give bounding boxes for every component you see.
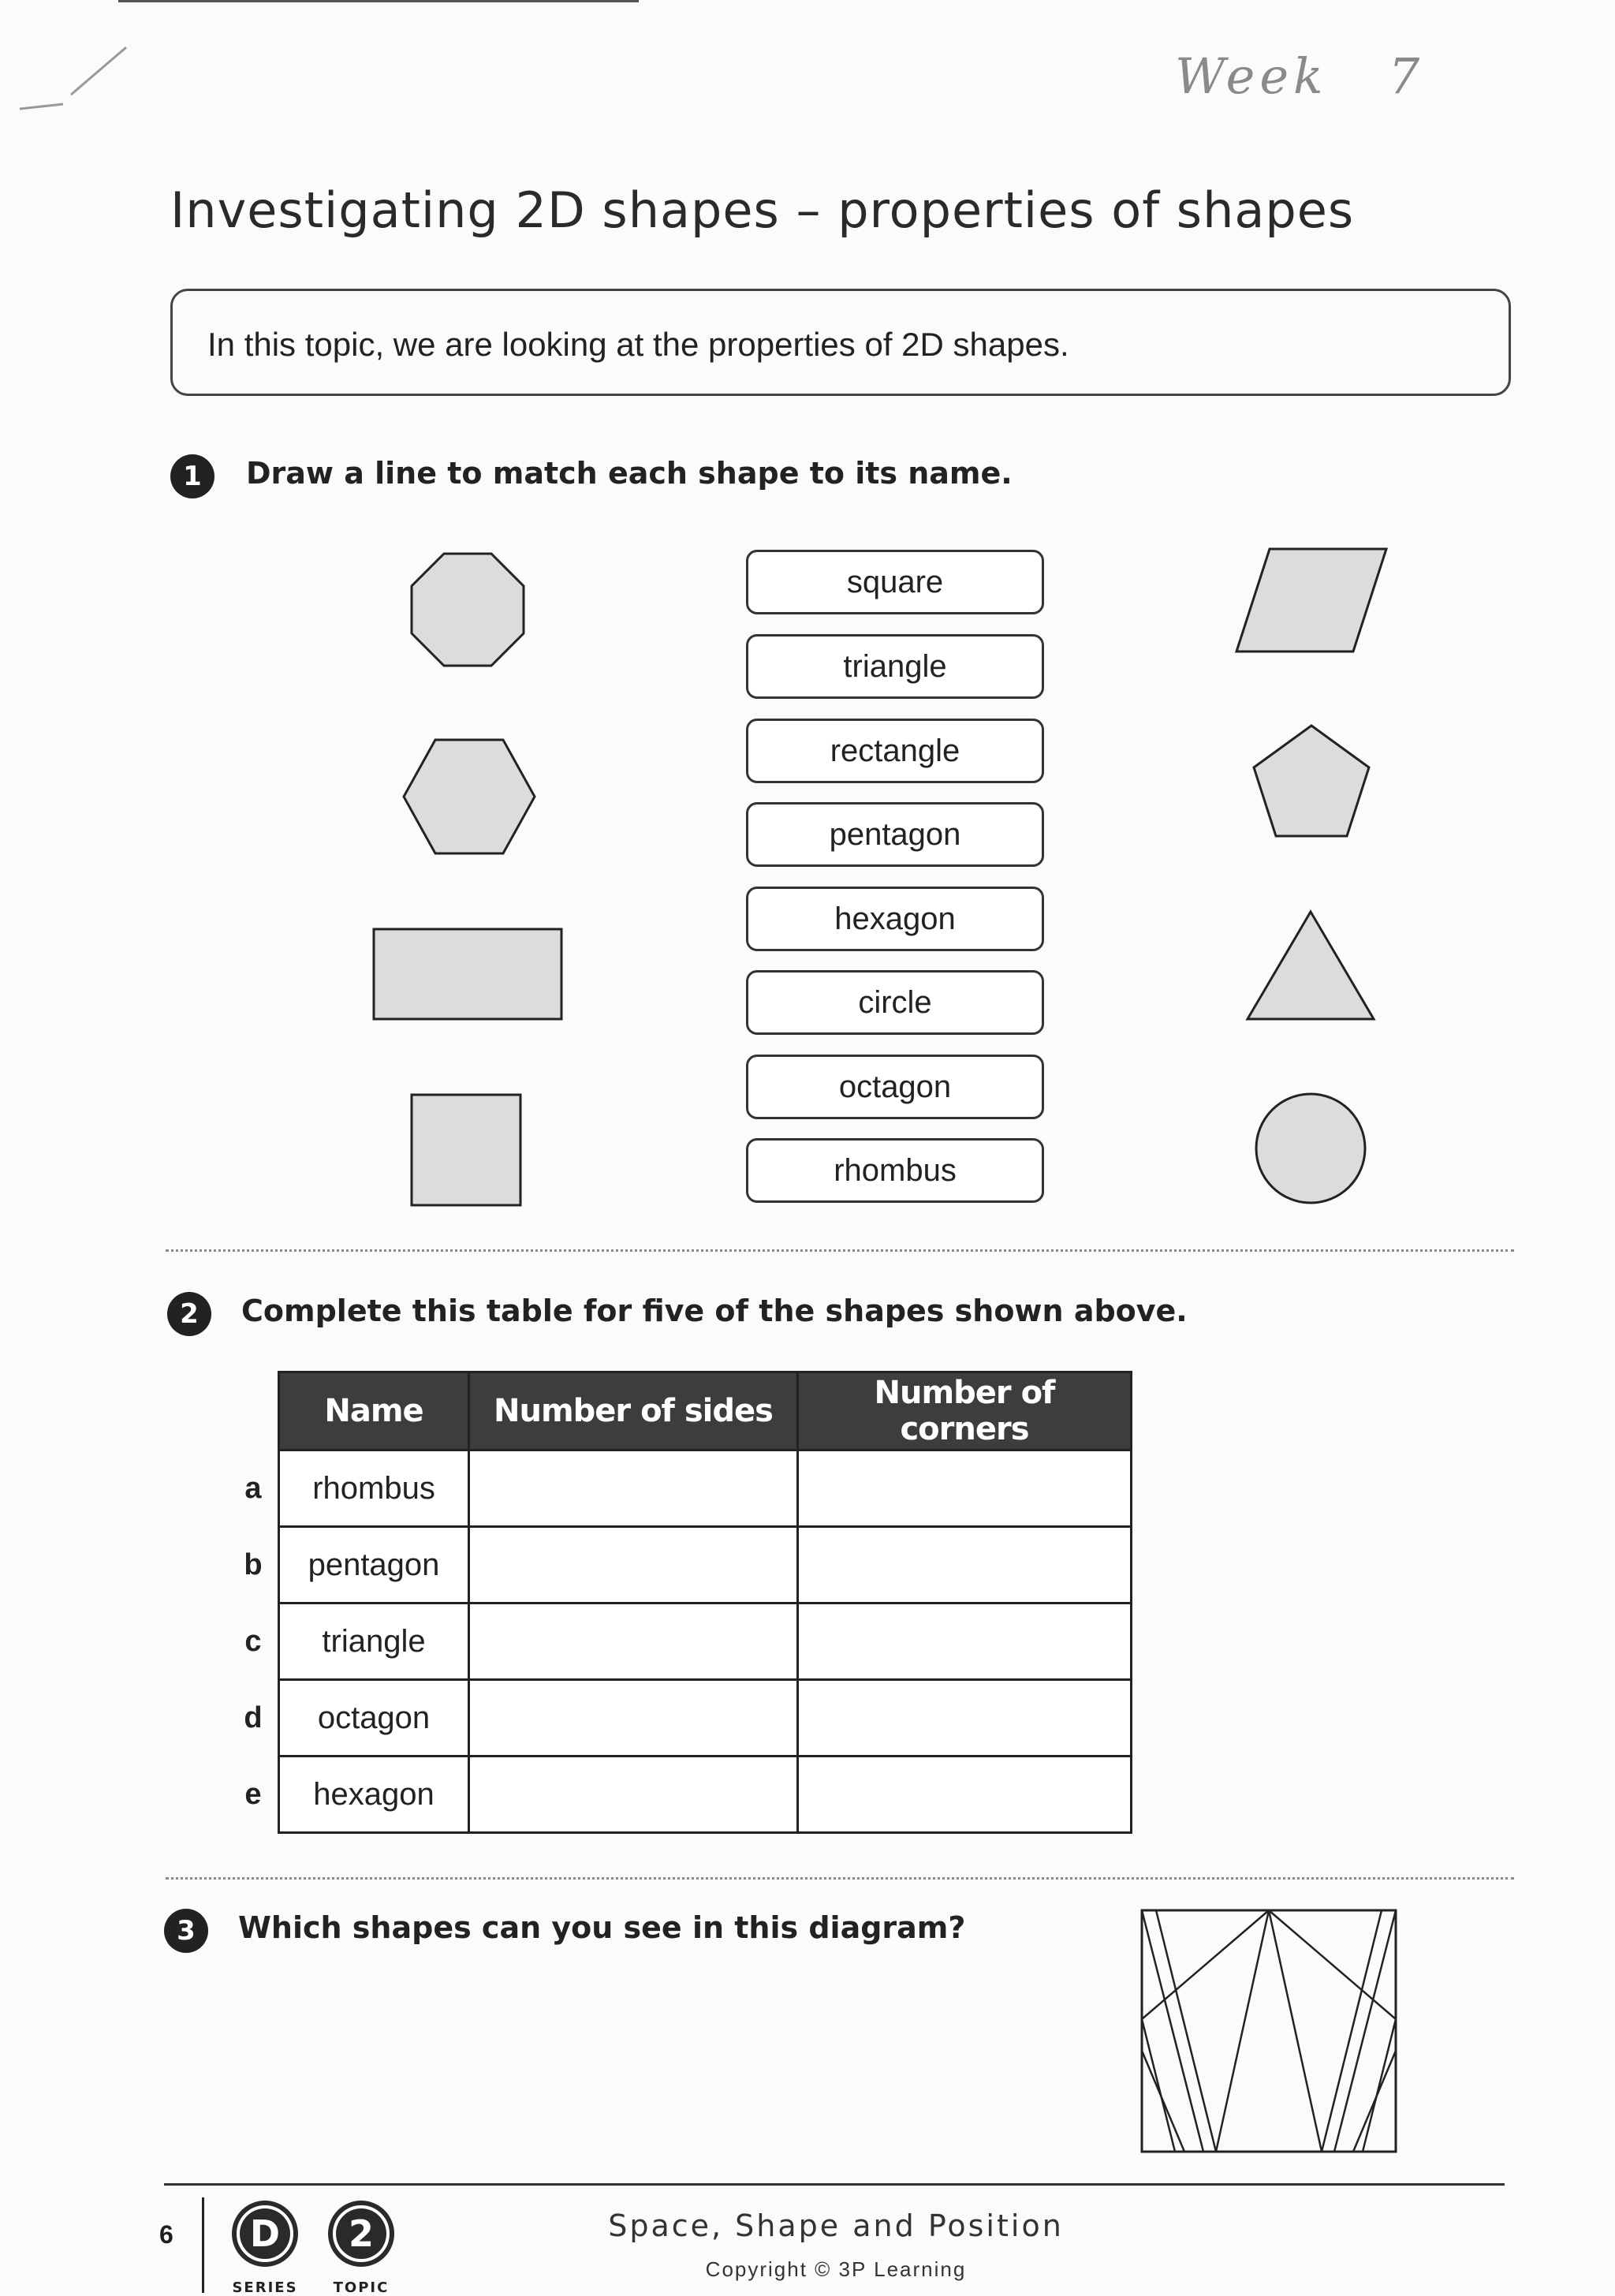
topic-badge [328,2201,394,2267]
corners-answer-cell[interactable] [798,1527,1132,1603]
question-2-instruction: Complete this table for five of the shapes shown above. [241,1294,1188,1328]
question-1-instruction: Draw a line to match each shape to its name. [246,456,1013,491]
row-label-spacer [229,1372,279,1450]
square-shape [410,1093,522,1207]
footer-section-title: Space, Shape and Position [608,2208,1064,2243]
shape-name-cell: triangle [279,1603,469,1680]
corners-answer-cell[interactable] [798,1757,1132,1833]
name-box-circle[interactable]: circle [746,970,1044,1035]
question-2-number: 2 [167,1292,211,1336]
series-letter: D [240,2208,290,2259]
name-box-hexagon[interactable]: hexagon [746,887,1044,951]
name-box-pentagon[interactable]: pentagon [746,802,1044,867]
row-label: e [244,1777,262,1811]
column-header-name: Name [279,1372,469,1450]
column-header-sides: Number of sides [469,1372,798,1450]
shape-name-cell: rhombus [279,1450,469,1527]
question-3-instruction: Which shapes can you see in this diagram? [238,1910,966,1945]
table-row [229,1603,1132,1680]
properties-table [229,1371,1132,1834]
shape-name-cell: octagon [279,1680,469,1757]
row-label: c [244,1624,262,1658]
corners-answer-cell[interactable] [798,1603,1132,1680]
name-box-rhombus[interactable]: rhombus [746,1138,1044,1203]
sides-answer-cell[interactable] [469,1680,798,1757]
section-divider [166,1877,1514,1880]
question-3-number: 3 [164,1909,208,1953]
circle-shape [1254,1092,1367,1205]
sides-answer-cell[interactable] [469,1757,798,1833]
table-row [229,1757,1132,1833]
sides-answer-cell[interactable] [469,1527,798,1603]
intro-text: In this topic, we are looking at the properties of 2D shapes. [207,326,1069,363]
table-row [229,1450,1132,1527]
topic-caption: TOPIC [333,2279,390,2296]
section-divider [166,1249,1514,1252]
handwritten-week-note: Week 7 [1175,47,1425,105]
series-badge [232,2201,298,2267]
topic-number: 2 [336,2208,386,2259]
footer-rule [164,2183,1505,2186]
pentagon-shape [1252,724,1371,838]
table-row [229,1680,1132,1757]
row-label: a [244,1471,262,1505]
shape-name-cell: pentagon [279,1527,469,1603]
row-label: b [244,1547,263,1581]
name-box-square[interactable]: square [746,550,1044,614]
sides-answer-cell[interactable] [469,1450,798,1527]
sides-answer-cell[interactable] [469,1603,798,1680]
table-row [229,1527,1132,1603]
question-1-number: 1 [170,454,214,498]
name-box-rectangle[interactable]: rectangle [746,719,1044,783]
hexagon-shape [402,738,536,855]
corners-answer-cell[interactable] [798,1450,1132,1527]
name-box-triangle[interactable]: triangle [746,634,1044,699]
corners-answer-cell[interactable] [798,1680,1132,1757]
page-title: Investigating 2D shapes – properties of shapes [170,181,1355,239]
series-caption: SERIES [232,2279,298,2296]
triangle-shape [1246,910,1375,1021]
shapes-diagram [1140,1909,1397,2153]
name-box-octagon[interactable]: octagon [746,1055,1044,1119]
column-header-corners: Number of corners [798,1372,1132,1450]
intro-box [170,289,1511,396]
footer-copyright: Copyright © 3P Learning [705,2257,967,2281]
page-number: 6 [159,2220,173,2249]
rectangle-shape [372,928,563,1021]
footer-divider [202,2197,204,2293]
row-label: d [244,1701,263,1734]
top-edge-rule [118,0,639,2]
octagon-shape [410,552,525,667]
rhombus-shape [1235,547,1388,653]
shape-name-cell: hexagon [279,1757,469,1833]
pen-mark-icon [8,39,142,118]
table-header-row [229,1372,1132,1450]
